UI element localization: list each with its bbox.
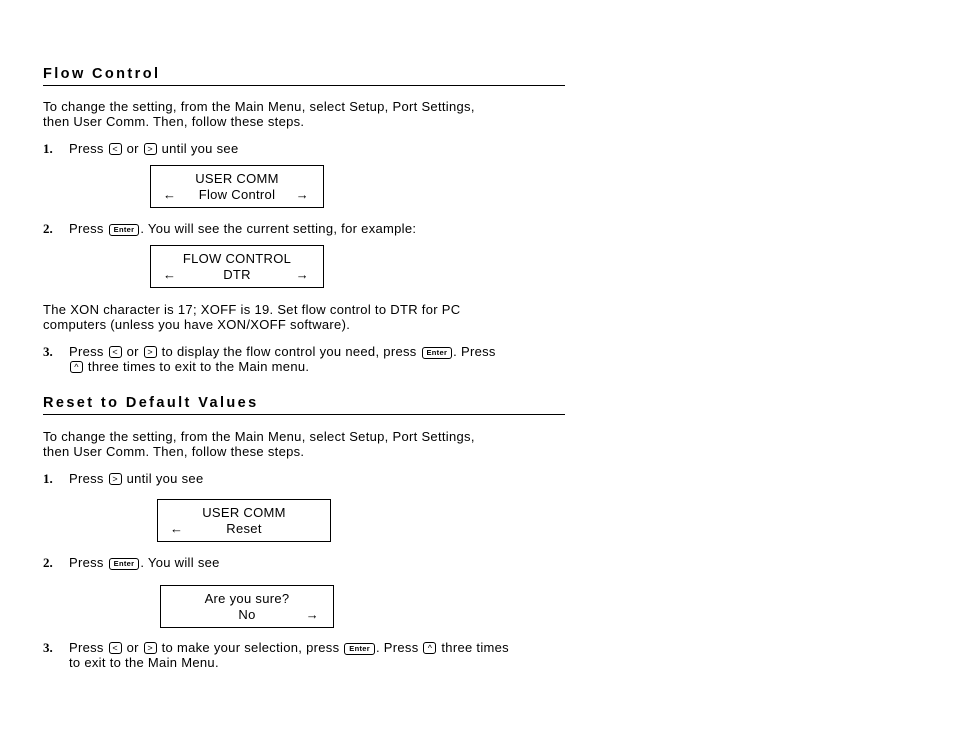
step-word: Press xyxy=(69,344,104,359)
step-word: until you see xyxy=(161,141,239,156)
step-word: Press xyxy=(69,141,104,156)
lcd-line-2: Flow Control xyxy=(198,187,276,202)
step-number: 1. xyxy=(43,471,53,486)
step-word: to exit to the Main Menu. xyxy=(69,655,219,670)
lcd-display xyxy=(157,499,331,542)
right-key-icon: > xyxy=(144,346,157,358)
left-key-icon: < xyxy=(109,346,122,358)
step-text xyxy=(69,555,220,570)
lcd-line-2: DTR xyxy=(223,267,251,282)
step-word: or xyxy=(126,640,139,655)
lcd-line-2: No xyxy=(238,607,256,622)
intro-line: then User Comm. Then, follow these steps. xyxy=(43,444,305,459)
left-arrow-icon: ← xyxy=(163,267,177,282)
step-word: three times xyxy=(441,640,509,655)
step-number: 3. xyxy=(43,344,53,359)
right-arrow-icon: → xyxy=(295,187,309,202)
section-heading-flow-control: Flow Control xyxy=(43,66,161,82)
intro-paragraph xyxy=(43,99,563,129)
note-line: computers (unless you have XON/XOFF software). xyxy=(43,317,351,332)
step-word: . You will see the current setting, for example: xyxy=(140,221,417,236)
right-arrow-icon: → xyxy=(295,267,309,282)
enter-key-icon: Enter xyxy=(344,643,375,655)
step-text xyxy=(69,344,496,374)
left-key-icon: < xyxy=(109,143,122,155)
step-word: or xyxy=(126,344,139,359)
section-rule xyxy=(43,85,565,86)
step-word: Press xyxy=(69,555,104,570)
lcd-line-1: Are you sure? xyxy=(204,591,290,606)
enter-key-icon: Enter xyxy=(109,558,140,570)
right-key-icon: > xyxy=(144,143,157,155)
lcd-display xyxy=(150,245,324,288)
up-key-icon: ^ xyxy=(423,642,436,654)
lcd-display xyxy=(160,585,334,628)
intro-line: To change the setting, from the Main Menu, select Setup, Port Settings, xyxy=(43,99,475,114)
lcd-display xyxy=(150,165,324,208)
step-number: 3. xyxy=(43,640,53,655)
step-text xyxy=(69,640,509,670)
enter-key-icon: Enter xyxy=(109,224,140,236)
note-line: The XON character is 17; XOFF is 19. Set flow control to DTR for PC xyxy=(43,302,461,317)
step-word: Press xyxy=(69,640,104,655)
right-key-icon: > xyxy=(144,642,157,654)
step-number: 1. xyxy=(43,141,53,156)
step-word: to display the flow control you need, press xyxy=(161,344,417,359)
step-word: three times to exit to the Main menu. xyxy=(87,359,310,374)
right-arrow-icon: → xyxy=(305,607,319,622)
step-word: or xyxy=(126,141,139,156)
lcd-line-1: USER COMM xyxy=(195,171,279,186)
intro-line: To change the setting, from the Main Menu, select Setup, Port Settings, xyxy=(43,429,475,444)
step-text xyxy=(69,471,203,486)
step-word: . You will see xyxy=(140,555,220,570)
step-word: to make your selection, press xyxy=(161,640,340,655)
note-paragraph xyxy=(43,302,563,332)
step-word: Press xyxy=(69,471,104,486)
intro-line: then User Comm. Then, follow these steps. xyxy=(43,114,305,129)
step-word: . Press xyxy=(375,640,419,655)
step-text xyxy=(69,141,239,156)
lcd-line-1: FLOW CONTROL xyxy=(182,251,292,266)
intro-paragraph xyxy=(43,429,563,459)
section-rule xyxy=(43,414,565,415)
enter-key-icon: Enter xyxy=(422,347,453,359)
section-heading-reset: Reset to Default Values xyxy=(43,395,259,411)
left-arrow-icon: ← xyxy=(170,521,184,536)
right-key-icon: > xyxy=(109,473,122,485)
step-number: 2. xyxy=(43,555,53,570)
step-text xyxy=(69,221,416,236)
up-key-icon: ^ xyxy=(70,361,83,373)
left-arrow-icon: ← xyxy=(163,187,177,202)
step-number: 2. xyxy=(43,221,53,236)
step-word: until you see xyxy=(126,471,204,486)
step-word: Press xyxy=(69,221,104,236)
step-word: . Press xyxy=(453,344,496,359)
lcd-line-2: Reset xyxy=(226,521,262,536)
left-key-icon: < xyxy=(109,642,122,654)
lcd-line-1: USER COMM xyxy=(202,505,286,520)
